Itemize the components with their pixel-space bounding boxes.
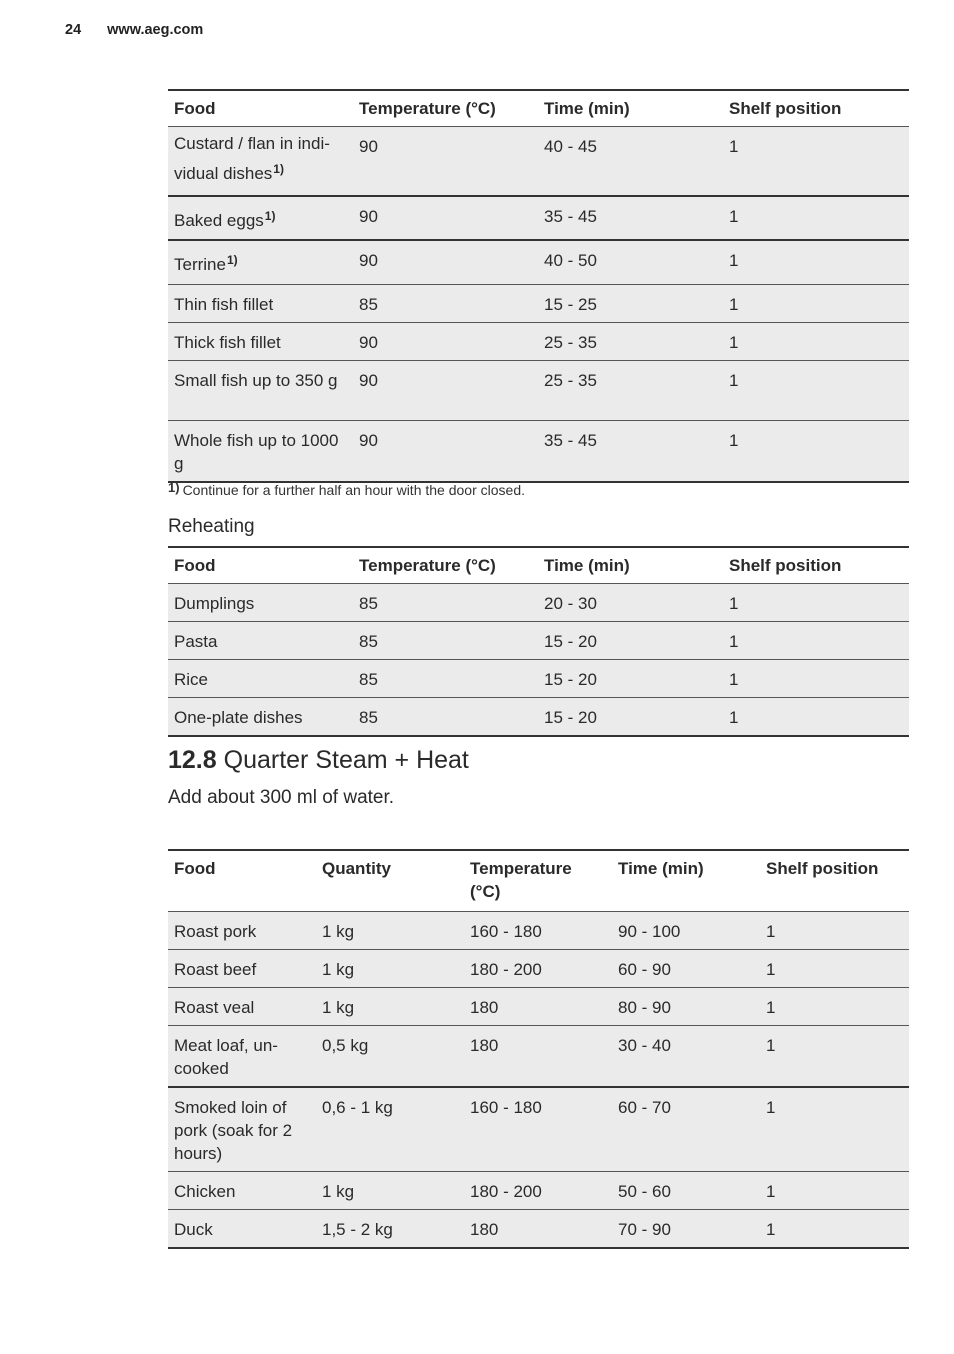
food-cell: Whole fish up to 1000 g	[174, 430, 339, 473]
quantity-cell: 1 kg	[322, 921, 355, 941]
food-cell: Smoked loin of pork (soak for 2 hours)	[174, 1097, 293, 1163]
shelf-cell: 1	[729, 632, 739, 651]
table-row	[168, 1209, 909, 1248]
column-header-time: Time (min)	[618, 859, 704, 878]
food-cell: Roast pork	[174, 921, 257, 941]
food-cell: Dumplings	[174, 594, 255, 613]
table-row	[168, 240, 909, 284]
time-cell: 70 - 90	[618, 1219, 671, 1239]
time-cell: 15 - 20	[544, 632, 597, 651]
time-cell: 30 - 40	[618, 1035, 671, 1055]
column-header-temperature: Temperature (°C)	[359, 556, 496, 575]
food-cell: Baked eggs$^{1)}$	[174, 209, 276, 230]
food-cell: Roast veal	[174, 997, 255, 1017]
time-cell: 25 - 35	[544, 332, 597, 352]
food-cell: Rice	[174, 670, 209, 689]
table-row	[168, 660, 909, 698]
food-cell: Terrine$^{1)}$	[174, 253, 238, 274]
food-cell: Roast beef	[174, 959, 257, 979]
quantity-cell: 0,5 kg	[322, 1035, 369, 1055]
table-row	[168, 622, 909, 660]
quantity-cell: 1,5 - 2 kg	[322, 1219, 393, 1239]
steam-table-1	[168, 89, 909, 483]
shelf-cell: 1	[766, 1097, 776, 1117]
table-row	[168, 360, 909, 420]
temperature-cell: 180 - 200	[470, 1181, 542, 1201]
time-cell: 50 - 60	[618, 1181, 671, 1201]
column-header-shelf: Shelf position	[766, 859, 879, 878]
shelf-cell: 1	[729, 251, 739, 270]
time-cell: 35 - 45	[544, 207, 597, 226]
food-cell: Small fish up to 350 g	[174, 370, 338, 390]
footnote-ref: 1)	[264, 209, 276, 223]
time-cell: 40 - 50	[544, 251, 597, 270]
temperature-cell: 85	[359, 708, 378, 727]
shelf-cell: 1	[766, 1219, 776, 1239]
table-row	[168, 322, 909, 360]
table-row	[168, 1171, 909, 1209]
shelf-cell: 1	[729, 708, 739, 727]
footnote-ref: 1)	[273, 162, 284, 176]
shelf-cell: 1	[729, 332, 739, 352]
column-header-food: Food	[174, 859, 216, 878]
temperature-cell: 90	[359, 207, 378, 226]
food-cell: Chicken	[174, 1181, 236, 1201]
food-cell: Thin fish fillet	[174, 294, 274, 314]
time-cell: 15 - 25	[544, 294, 597, 314]
page-number: 24	[65, 22, 82, 38]
time-cell: 90 - 100	[618, 921, 681, 941]
website-url: www.aeg.com	[107, 22, 204, 38]
temperature-cell: 90	[359, 430, 378, 450]
footnote-ref: 1)	[226, 253, 238, 267]
shelf-cell: 1	[729, 594, 739, 613]
food-cell: Pasta	[174, 632, 218, 651]
column-header-temperature: Temperature (°C)	[470, 859, 572, 901]
temperature-cell: 85	[359, 670, 378, 689]
time-cell: 20 - 30	[544, 594, 597, 613]
table-row	[168, 987, 909, 1025]
column-header-food: Food	[174, 99, 216, 118]
table-row	[168, 284, 909, 322]
time-cell: 80 - 90	[618, 997, 671, 1017]
time-cell: 40 - 45	[544, 137, 597, 156]
column-header-quantity: Quantity	[322, 859, 391, 878]
table-row	[168, 911, 909, 949]
temperature-cell: 180	[470, 1035, 499, 1055]
food-cell: Duck	[174, 1219, 213, 1239]
temperature-cell: 180 - 200	[470, 959, 542, 979]
section-title: Quarter Steam + Heat	[223, 746, 469, 774]
shelf-cell: 1	[729, 137, 739, 156]
footnote-mark: 1)	[168, 480, 180, 495]
time-cell: 35 - 45	[544, 430, 597, 450]
temperature-cell: 90	[359, 370, 378, 390]
food-cell: Thick fish fillet	[174, 332, 281, 352]
temperature-cell: 90	[359, 137, 378, 156]
table-row	[168, 698, 909, 737]
shelf-cell: 1	[766, 1035, 776, 1055]
temperature-cell: 160 - 180	[470, 1097, 542, 1117]
quantity-cell: 1 kg	[322, 1181, 355, 1201]
section-number: 12.8	[168, 746, 217, 774]
time-cell: 15 - 20	[544, 670, 597, 689]
table-row	[168, 949, 909, 987]
temperature-cell: 180	[470, 1219, 499, 1239]
shelf-cell: 1	[729, 207, 739, 226]
column-header-food: Food	[174, 556, 216, 575]
shelf-cell: 1	[729, 670, 739, 689]
temperature-cell: 180	[470, 997, 499, 1017]
temperature-cell: 90	[359, 332, 378, 352]
column-header-time: Time (min)	[544, 556, 630, 575]
table-row	[168, 196, 909, 240]
temperature-cell: 160 - 180	[470, 921, 542, 941]
time-cell: 25 - 35	[544, 370, 597, 390]
temperature-cell: 85	[359, 632, 378, 651]
table-row	[168, 584, 909, 622]
table-row	[168, 1087, 909, 1172]
food-cell: Meat loaf, un-cooked	[174, 1035, 278, 1078]
food-cell: One-plate dishes	[174, 708, 303, 727]
column-header-time: Time (min)	[544, 99, 630, 118]
table-header-row	[168, 850, 909, 911]
food-cell: Custard / flan in indi-vidual dishes$^{1)}$	[174, 134, 330, 183]
page-header	[65, 22, 203, 38]
temperature-cell: 85	[359, 594, 378, 613]
shelf-cell: 1	[766, 959, 776, 979]
reheating-table	[168, 546, 909, 737]
shelf-cell: 1	[729, 294, 739, 314]
column-header-shelf: Shelf position	[729, 556, 842, 575]
temperature-cell: 90	[359, 251, 378, 270]
shelf-cell: 1	[766, 997, 776, 1017]
shelf-cell: 1	[729, 370, 739, 390]
table-row	[168, 127, 909, 197]
shelf-cell: 1	[729, 430, 739, 450]
quarter-steam-table	[168, 849, 909, 1249]
reheating-heading: Reheating	[168, 516, 255, 537]
time-cell: 60 - 90	[618, 959, 671, 979]
column-header-shelf: Shelf position	[729, 99, 842, 118]
table-footnote	[168, 480, 525, 498]
time-cell: 15 - 20	[544, 708, 597, 727]
footnote-text: Continue for a further half an hour with the door closed.	[182, 482, 525, 498]
shelf-cell: 1	[766, 1181, 776, 1201]
time-cell: 60 - 70	[618, 1097, 671, 1117]
temperature-cell: 85	[359, 294, 378, 314]
section-intro: Add about 300 ml of water.	[168, 787, 395, 808]
shelf-cell: 1	[766, 921, 776, 941]
column-header-temperature: Temperature (°C)	[359, 99, 496, 118]
table-row	[168, 1025, 909, 1087]
quantity-cell: 0,6 - 1 kg	[322, 1097, 393, 1117]
table-header-row	[168, 90, 909, 127]
section-heading	[168, 746, 469, 775]
table-header-row	[168, 547, 909, 584]
quantity-cell: 1 kg	[322, 997, 355, 1017]
quantity-cell: 1 kg	[322, 959, 355, 979]
table-row	[168, 420, 909, 482]
